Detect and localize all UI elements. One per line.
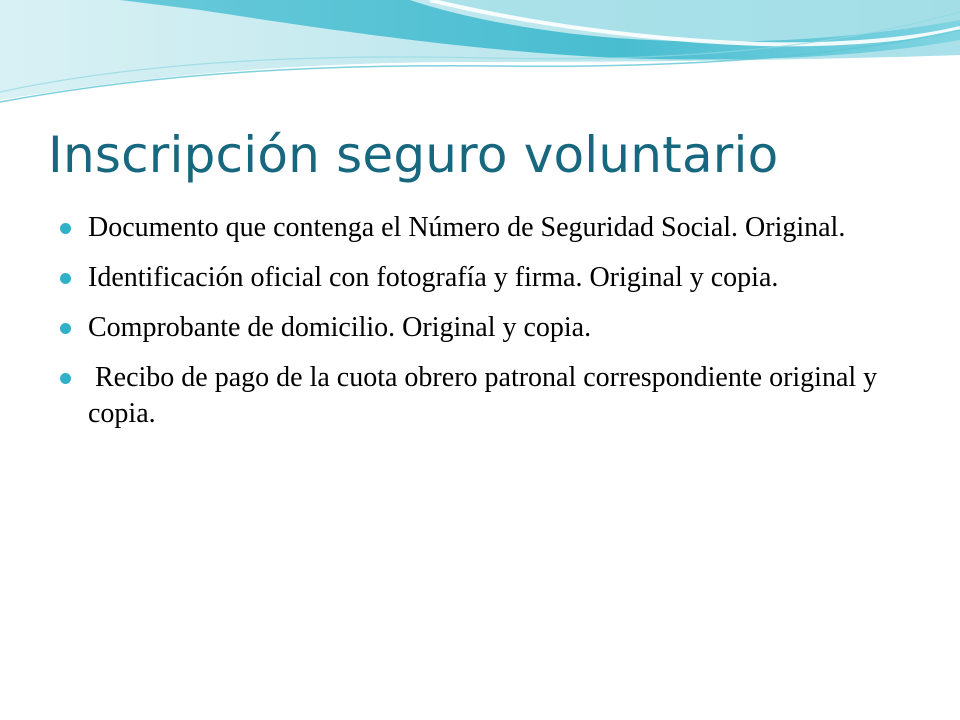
bullet-icon: [60, 373, 71, 384]
list-item: [60, 210, 910, 246]
bullet-list: [60, 210, 910, 446]
bullet-text: Documento que contenga el Número de Seguridad Social. Original.: [88, 212, 846, 243]
bullet-icon: [60, 323, 71, 334]
bullet-text: Recibo de pago de la cuota obrero patronal correspondiente original y copia.: [88, 362, 885, 429]
list-item: [60, 360, 910, 432]
list-item: [60, 260, 910, 296]
bullet-icon: [60, 273, 71, 284]
bullet-text: Identificación oficial con fotografía y firma. Original y copia.: [88, 262, 779, 293]
bullet-text: Comprobante de domicilio. Original y copia.: [88, 312, 592, 343]
slide-title: Inscripción seguro voluntario: [48, 126, 779, 184]
list-item: [60, 310, 910, 346]
bullet-icon: [60, 223, 71, 234]
decorative-wave-header: [0, 0, 960, 120]
